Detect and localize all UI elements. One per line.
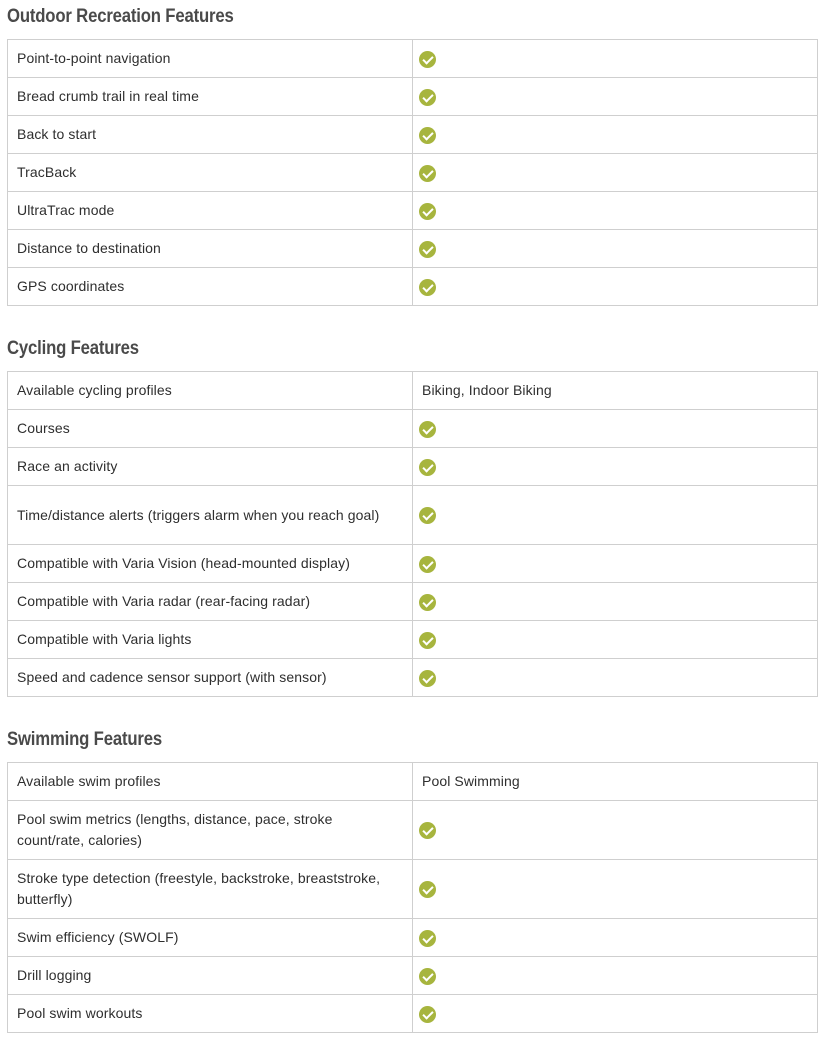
feature-value <box>413 659 818 697</box>
table-row <box>8 545 818 583</box>
feature-value <box>413 583 818 621</box>
check-circle-icon <box>419 459 436 476</box>
feature-label: Distance to destination <box>8 230 413 268</box>
swimming-features-table <box>7 762 818 1033</box>
feature-value <box>413 860 818 919</box>
feature-label: Stroke type detection (freestyle, backstroke, breaststroke, butterfly) <box>8 860 413 919</box>
table-row <box>8 410 818 448</box>
feature-value <box>413 545 818 583</box>
check-circle-icon <box>419 241 436 258</box>
feature-label: Drill logging <box>8 957 413 995</box>
cycling-features-table <box>7 371 818 697</box>
section-title-outdoor: Outdoor Recreation Features <box>7 6 234 27</box>
table-row <box>8 860 818 919</box>
feature-value <box>413 230 818 268</box>
feature-label: Compatible with Varia radar (rear-facing radar) <box>8 583 413 621</box>
table-row <box>8 372 818 410</box>
check-circle-icon <box>419 632 436 649</box>
table-row <box>8 268 818 306</box>
section-title-cycling: Cycling Features <box>7 338 139 359</box>
feature-value: Biking, Indoor Biking <box>413 372 818 410</box>
feature-label: Pool swim workouts <box>8 995 413 1033</box>
table-row <box>8 995 818 1033</box>
table-row <box>8 659 818 697</box>
check-circle-icon <box>419 89 436 106</box>
feature-value <box>413 957 818 995</box>
check-circle-icon <box>419 881 436 898</box>
table-row <box>8 919 818 957</box>
check-circle-icon <box>419 822 436 839</box>
check-circle-icon <box>419 556 436 573</box>
feature-value <box>413 919 818 957</box>
table-row <box>8 486 818 545</box>
table-row <box>8 448 818 486</box>
feature-value <box>413 995 818 1033</box>
feature-value <box>413 268 818 306</box>
check-circle-icon <box>419 279 436 296</box>
check-circle-icon <box>419 1006 436 1023</box>
feature-value <box>413 40 818 78</box>
check-circle-icon <box>419 507 436 524</box>
feature-label: Available swim profiles <box>8 763 413 801</box>
feature-value <box>413 78 818 116</box>
feature-label: Courses <box>8 410 413 448</box>
feature-value <box>413 621 818 659</box>
feature-label: Bread crumb trail in real time <box>8 78 413 116</box>
check-circle-icon <box>419 968 436 985</box>
table-row <box>8 763 818 801</box>
outdoor-features-table <box>7 39 818 306</box>
feature-label: Back to start <box>8 116 413 154</box>
check-circle-icon <box>419 203 436 220</box>
feature-label: Speed and cadence sensor support (with sensor) <box>8 659 413 697</box>
feature-value <box>413 116 818 154</box>
table-row <box>8 154 818 192</box>
feature-label: Pool swim metrics (lengths, distance, pace, stroke count/rate, calories) <box>8 801 413 860</box>
table-row <box>8 583 818 621</box>
check-circle-icon <box>419 670 436 687</box>
feature-value <box>413 801 818 860</box>
check-circle-icon <box>419 594 436 611</box>
section-title-swimming: Swimming Features <box>7 729 162 750</box>
feature-value <box>413 448 818 486</box>
feature-value <box>413 154 818 192</box>
feature-value <box>413 192 818 230</box>
feature-label: GPS coordinates <box>8 268 413 306</box>
table-row <box>8 78 818 116</box>
check-circle-icon <box>419 930 436 947</box>
check-circle-icon <box>419 127 436 144</box>
feature-label: Available cycling profiles <box>8 372 413 410</box>
check-circle-icon <box>419 165 436 182</box>
feature-label: TracBack <box>8 154 413 192</box>
feature-label: Race an activity <box>8 448 413 486</box>
feature-label: Point-to-point navigation <box>8 40 413 78</box>
feature-label: Compatible with Varia Vision (head-mounted display) <box>8 545 413 583</box>
table-row <box>8 116 818 154</box>
feature-value <box>413 486 818 545</box>
feature-label: Time/distance alerts (triggers alarm when you reach goal) <box>8 486 413 545</box>
table-row <box>8 230 818 268</box>
feature-label: Swim efficiency (SWOLF) <box>8 919 413 957</box>
table-row <box>8 192 818 230</box>
feature-value: Pool Swimming <box>413 763 818 801</box>
feature-label: UltraTrac mode <box>8 192 413 230</box>
table-row <box>8 40 818 78</box>
table-row <box>8 801 818 860</box>
table-row <box>8 621 818 659</box>
check-circle-icon <box>419 51 436 68</box>
check-circle-icon <box>419 421 436 438</box>
feature-value <box>413 410 818 448</box>
table-row <box>8 957 818 995</box>
feature-label: Compatible with Varia lights <box>8 621 413 659</box>
